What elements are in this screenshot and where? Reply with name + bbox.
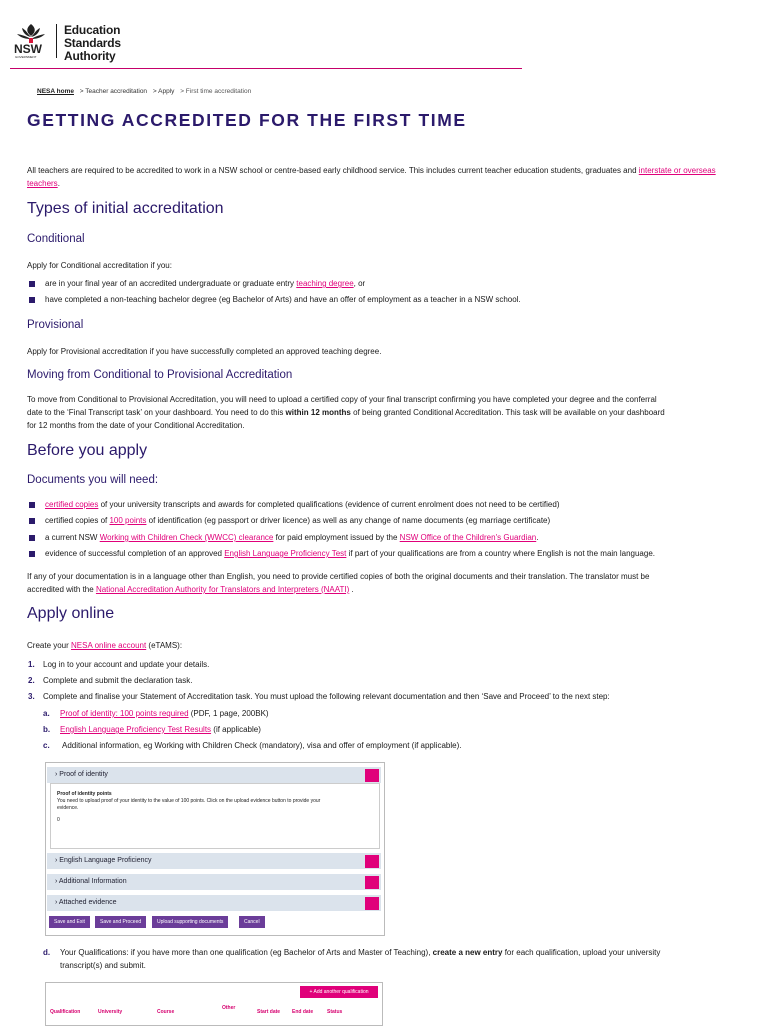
accordion-label: › Proof of identity: [55, 771, 108, 778]
step-text: (PDF, 1 page, 200BK): [188, 709, 269, 718]
step-number: d.: [43, 948, 51, 957]
language-text: accredited with the: [27, 585, 96, 594]
column-header: Start date: [257, 1009, 281, 1015]
nsw-wordmark: NSW: [14, 42, 42, 56]
add-qualification-button[interactable]: + Add another qualification: [300, 986, 378, 998]
naati-link[interactable]: National Accreditation Authority for Translators and Interpreters (NAATI): [95, 585, 350, 594]
cancel-button[interactable]: Cancel: [239, 916, 265, 928]
accordion-label: › Additional Information: [55, 878, 127, 885]
government-label: GOVERNMENT: [15, 55, 37, 59]
list-text: if part of your qualifications are from a country where English is not the main language.: [346, 549, 655, 558]
accordion-toggle[interactable]: [365, 855, 379, 868]
types-heading: Types of initial accreditation: [27, 200, 224, 217]
apply-heading: Apply online: [27, 605, 115, 622]
column-header: Other: [222, 1005, 236, 1011]
certified-copies-link[interactable]: certified copies: [45, 500, 99, 509]
apply-lead-text: Create your: [27, 641, 72, 650]
language-line: If any of your documentation is in a language other than English, you need to provide certified copies of both the original documents and their translation. The translator must be: [27, 572, 650, 581]
agency-name-line: Standards: [64, 36, 121, 50]
moving-text: of being granted Conditional Accreditation. This task will be available on your dashboard: [350, 408, 665, 417]
step-number: c.: [43, 741, 50, 750]
100-points-link[interactable]: 100 points: [109, 516, 147, 525]
breadcrumb: [37, 88, 255, 95]
column-header: University: [98, 1009, 123, 1015]
conditional-lead: Apply for Conditional accreditation if you:: [27, 261, 172, 270]
waratah-icon: [14, 22, 48, 44]
logo-divider: [56, 24, 57, 58]
breadcrumb-home[interactable]: NESA home: [37, 88, 74, 95]
proof-identity-link[interactable]: Proof of identity: 100 points required: [60, 709, 189, 718]
list-text: for paid employment issued by the: [273, 533, 400, 542]
documents-heading: Documents you will need:: [27, 474, 159, 486]
agency-name: [64, 24, 121, 63]
apply-lead: [27, 639, 732, 652]
intro-text: All teachers are required to be accredited to work in a NSW school or centre-based early childhood service. This includes current teacher education students, graduates and: [27, 166, 639, 175]
moving-text: date to the ‘Final Transcript task’ on your dashboard. You need to do this: [27, 408, 286, 417]
accordion-toggle[interactable]: [365, 897, 379, 910]
column-header: Status: [327, 1009, 343, 1015]
save-exit-button[interactable]: Save and Exit: [49, 916, 90, 928]
before-heading: Before you apply: [27, 442, 148, 459]
step-text: (if applicable): [211, 725, 261, 734]
breadcrumb-item[interactable]: > Apply: [152, 88, 175, 95]
language-line: [27, 583, 732, 596]
step-text: Complete and submit the declaration task.: [43, 676, 193, 685]
panel-text: You need to upload proof of your identity to the value of 100 points. Click on the upload evidence button to provide your: [57, 798, 321, 804]
provisional-heading: Provisional: [27, 319, 84, 331]
nsw-logo[interactable]: [12, 20, 52, 60]
list-text: certified copies of: [45, 516, 110, 525]
step-text: transcript(s) and submit.: [60, 961, 146, 970]
accordion-label: › English Language Proficiency: [55, 857, 152, 864]
accordion-additional[interactable]: [47, 874, 381, 890]
list-text: , or: [353, 279, 366, 288]
step-text-part: Your Qualifications: if you have more than one qualification (eg Bachelor of Arts and Master of Teaching),: [60, 948, 433, 957]
agency-name-line: Authority: [64, 49, 116, 63]
interstate-link[interactable]: interstate or overseas teachers: [27, 166, 716, 188]
agency-name-line: Education: [64, 23, 121, 37]
step-text-part: for each qualification, upload your university: [502, 948, 661, 957]
list-text: .: [536, 533, 539, 542]
accordion-toggle[interactable]: [365, 876, 379, 889]
intro-paragraph: [27, 164, 732, 190]
list-text: a current NSW: [45, 533, 100, 542]
column-header: Qualification: [50, 1009, 81, 1015]
teaching-degree-link[interactable]: teaching degree: [296, 279, 354, 288]
panel-title: Proof of identity points: [57, 791, 112, 797]
provisional-text: Apply for Provisional accreditation if you have successfully completed an approved teaching degree.: [27, 347, 382, 356]
conditional-heading: Conditional: [27, 233, 85, 245]
english-results-link[interactable]: English Language Proficiency Test Results: [60, 725, 212, 734]
step-number: 1.: [28, 660, 35, 669]
list-text: evidence of successful completion of an approved: [45, 549, 225, 558]
column-header: Course: [157, 1009, 175, 1015]
accordion-evidence[interactable]: [47, 895, 381, 911]
moving-line: for 12 months from the date of your Conditional Accreditation.: [27, 421, 245, 430]
accordion-label: › Attached evidence: [55, 899, 117, 906]
etams-form-screenshot: [45, 762, 385, 936]
proof-identity-panel: [50, 783, 380, 849]
moving-line: To move from Conditional to Provisional Accreditation, you will need to upload a certified copy of your final transcript confirming you have completed your degree and the conferral: [27, 395, 657, 404]
panel-text: evidence.: [57, 805, 79, 811]
intro-end: .: [57, 179, 60, 188]
step-text: Additional information, eg Working with Children Check (mandatory), visa and offer of employment (if applicable).: [62, 741, 462, 750]
english-test-link[interactable]: English Language Proficiency Test: [224, 549, 347, 558]
list-text: have completed a non-teaching bachelor degree (eg Bachelor of Arts) and have an offer of employment as a teacher in a NSW school.: [45, 295, 521, 304]
accordion-toggle[interactable]: [365, 769, 379, 782]
moving-paragraph: [27, 393, 732, 432]
list-text: of identification (eg passport or driver licence) as well as any change of name documents (eg marriage certificate): [146, 516, 551, 525]
page-title: GETTING ACCREDITED FOR THE FIRST TIME: [27, 110, 467, 130]
language-paragraph: [27, 570, 732, 596]
column-header: End date: [292, 1009, 314, 1015]
moving-heading: Moving from Conditional to Provisional Accreditation: [27, 369, 293, 381]
wwcc-link[interactable]: Working with Children Check (WWCC) clearance: [99, 533, 274, 542]
step-number: a.: [43, 709, 50, 718]
list-text: are in your final year of an accredited undergraduate or graduate entry: [45, 279, 297, 288]
qualification-table-screenshot: [45, 982, 383, 1026]
step-number: 3.: [28, 692, 35, 701]
save-proceed-button[interactable]: Save and Proceed: [95, 916, 146, 928]
language-text: .: [349, 585, 354, 594]
step-text: Log in to your account and update your details.: [43, 660, 210, 669]
step-number: b.: [43, 725, 51, 734]
accordion-english[interactable]: [47, 853, 381, 869]
header-divider: [10, 68, 522, 69]
apply-lead-text: (eTAMS):: [146, 641, 183, 650]
childrens-guardian-link[interactable]: NSW Office of the Children's Guardian: [399, 533, 537, 542]
list-text: of your university transcripts and awards for completed qualifications (evidence of current enrolment does not need to be certified): [98, 500, 560, 509]
moving-bold: within 12 months: [285, 408, 351, 417]
breadcrumb-item[interactable]: > Teacher accreditation: [79, 88, 148, 95]
accordion-proof-identity[interactable]: [47, 767, 381, 783]
upload-documents-button[interactable]: Upload supporting documents: [152, 916, 228, 928]
step-number: 2.: [28, 676, 35, 685]
panel-value: 0: [57, 817, 60, 823]
step-bold: create a new entry: [432, 948, 503, 957]
breadcrumb-current: > First time accreditation: [180, 88, 252, 95]
moving-line: [27, 406, 732, 419]
step-text: Complete and finalise your Statement of Accreditation task. You must upload the following relevant documentation and then ‘Save and Proceed’ to the next step:: [43, 692, 610, 701]
nesa-account-link[interactable]: NESA online account: [71, 641, 147, 650]
step-text: [60, 948, 660, 957]
